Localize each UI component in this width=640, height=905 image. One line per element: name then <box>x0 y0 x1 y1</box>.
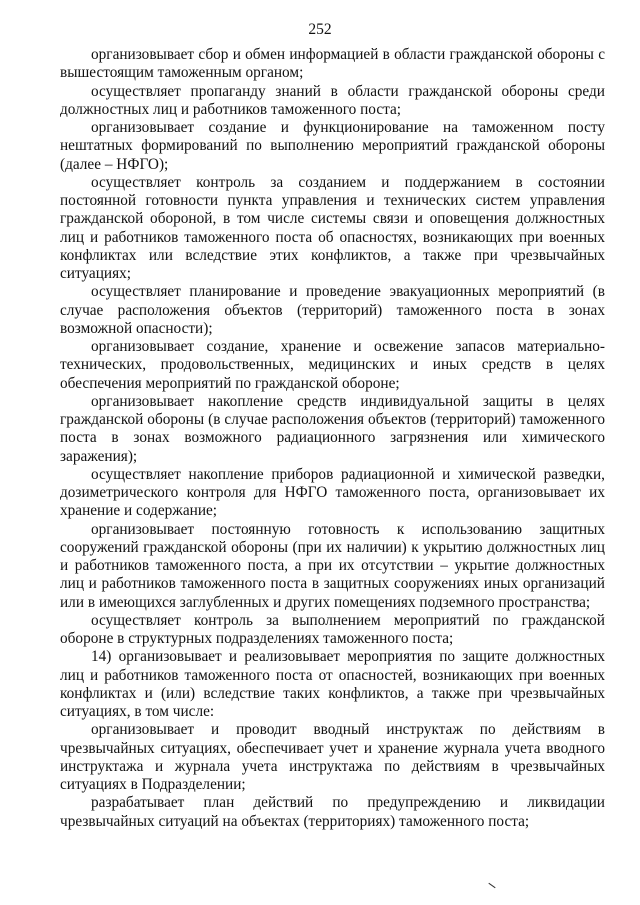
paragraph: организовывает создание и функционирование на таможенном посту нештатных формирований по выполнению мероприятий гражданской обороны (далее – НФГО); <box>60 119 605 173</box>
paragraph: организовывает сбор и обмен информацией в области гражданской обороны с вышестоящим таможенным органом; <box>60 46 605 82</box>
page-number: 252 <box>308 21 332 38</box>
paragraph: осуществляет пропаганду знаний в области гражданской обороны среди должностных лиц и работников таможенного поста; <box>60 82 605 118</box>
body-text <box>60 46 605 831</box>
paragraph: осуществляет контроль за созданием и поддержанием в состоянии постоянной готовности пункта управления и технических систем управления гражданской обороной, в том числе системы связи и оповещения должностных лиц и работников таможенного поста об опасностях, возникающих при военных конфликтах или вследствие этих конфликтов, а также при чрезвычайных ситуациях; <box>60 173 605 282</box>
paragraph: организовывает создание, хранение и освежение запасов материально-технических, продовольственных, медицинских и иных средств в целях обеспечения мероприятий по гражданской обороне; <box>60 338 605 392</box>
paragraph: организовывает постоянную готовность к использованию защитных сооружений гражданской обороны (при их наличии) к укрытию должностных лиц и работников таможенного поста, а при их отсутствии – укрытие должностных лиц и работников таможенного поста в защитных сооружениях иных организаций или в имеющихся заглубленных и других помещениях подземного пространства; <box>60 520 605 611</box>
paragraph: осуществляет накопление приборов радиационной и химической разведки, дозиметрического контроля для НФГО таможенного поста, организовывает их хранение и содержание; <box>60 465 605 520</box>
paragraph: осуществляет контроль за выполнением мероприятий по гражданской обороне в структурных подразделениях таможенного поста; <box>60 611 605 647</box>
paragraph: организовывает и проводит вводный инструктаж по действиям в чрезвычайных ситуациях, обеспечивает учет и хранение журнала учета вводного инструктажа и журнала учета инструктажа по действиям в чрезвычайных ситуациях в Подразделении; <box>60 721 605 793</box>
paragraph: осуществляет планирование и проведение эвакуационных мероприятий (в случае расположения объектов (территорий) таможенного поста в зонах возможной опасности); <box>60 283 605 337</box>
paragraph: разрабатывает план действий по предупреждению и ликвидации чрезвычайных ситуаций на объектах (территориях) таможенного поста; <box>60 794 605 830</box>
scan-speck <box>488 883 495 888</box>
paragraph: 14) организовывает и реализовывает мероприятия по защите должностных лиц и работников таможенного поста от опасностей, возникающих при военных конфликтах и (или) вследствие таких конфликтов, а также при чрезвычайных ситуациях, в том числе: <box>60 648 605 720</box>
paragraph: организовывает накопление средств индивидуальной защиты в целях гражданской обороны (в случае расположения объектов (территорий) таможенного поста в зонах возможного радиационного загрязнения или химического заражения); <box>60 392 605 465</box>
